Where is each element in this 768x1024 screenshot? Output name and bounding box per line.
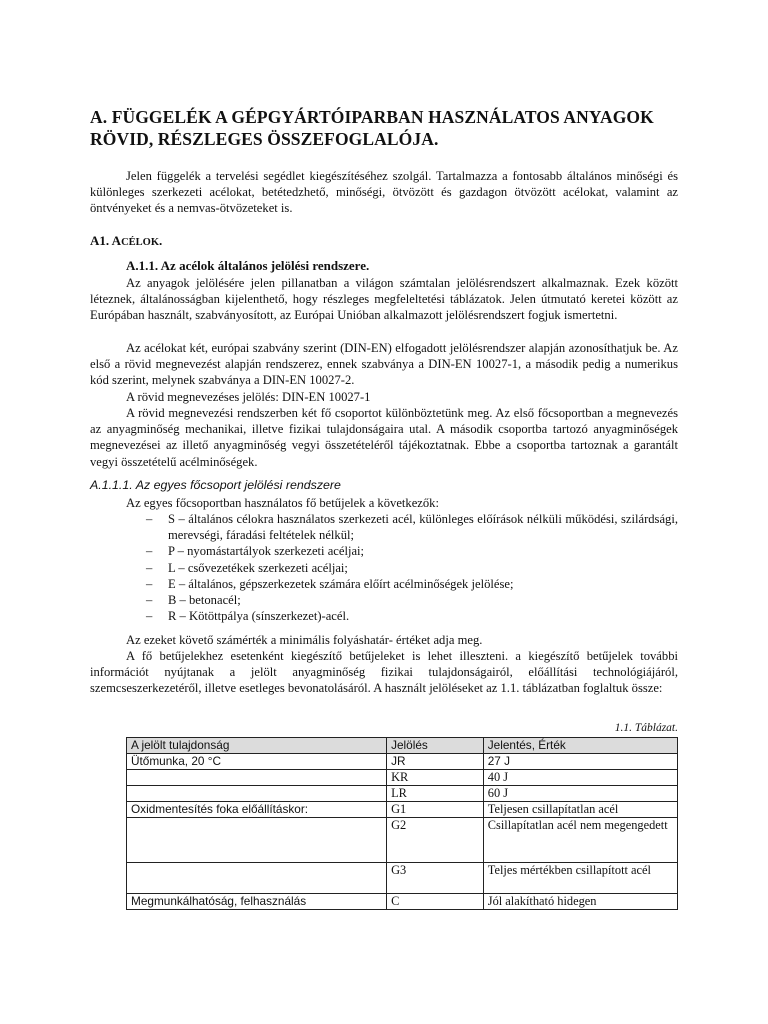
paragraph-7: A fő betűjelekhez esetenként kiegészítő betűjeleket is lehet illeszteni. a kiegészítő betűjelek további információt nyújtanak a jelölt anyagminőség fizikai tulajdonságairól, előállítási technológiájáról, szemcseszerkezetéről, illetve esetleges bevonatolásáról. A használt jelöléseket az 1.1. táblázatban foglaltuk össze: [90,649,678,696]
letter-code-list [146,511,678,624]
table-caption: 1.1. Táblázat. [614,722,678,734]
table-cell: Ütőmunka, 20 °C [127,754,387,770]
paragraph-3: A rövid megnevezéses jelölés: DIN-EN 10027-1 [126,390,371,404]
dash-bullet: – [146,576,153,591]
table-cell: Megmunkálhatóság, felhasználás [127,894,387,910]
table-header-cell: Jelölés [387,738,484,754]
table-cell: LR [387,786,484,802]
section-heading-a111: A.1.1.1. Az egyes főcsoport jelölési rendszere [90,478,341,492]
table-cell: Teljesen csillapítatlan acél [483,802,677,818]
table-header-cell: Jelentés, Érték [483,738,677,754]
intro-paragraph: Jelen függelék a tervelési segédlet kiegészítéséhez szolgál. Tartalmazza a fontosabb általános minőségi és különleges szerkezeti acélokat, betétedzhető, minőségi, ötvözött és gazdagon ötvözött acélokat, valamint az öntvényeket és a nemvas-ötvözeteket is. [90,169,678,216]
table-cell: 60 J [483,786,677,802]
table-cell: JR [387,754,484,770]
paragraph-6: Az ezeket követő számérték a minimális folyáshatár- értéket adja meg. [126,633,483,647]
table-cell [127,863,387,894]
table-cell: Csillapítatlan acél nem megengedett [483,818,677,863]
table-cell: G1 [387,802,484,818]
table-row [127,802,678,818]
table-row [127,894,678,910]
list-item: – R – Kötöttpálya (sínszerkezet)-acél. [146,609,350,624]
table-cell: G3 [387,863,484,894]
table-cell [127,770,387,786]
dash-bullet: – [146,609,153,624]
section-heading-a11: A.1.1. Az acélok általános jelölési rendszere. [126,258,370,273]
table-cell: 40 J [483,770,677,786]
list-item: – B – betonacél; [146,593,241,608]
dash-bullet: – [146,560,153,575]
dash-bullet: – [146,512,153,526]
dash-bullet: – [146,593,153,608]
table-cell: G2 [387,818,484,863]
table-row [127,786,678,802]
table-row [127,863,678,894]
table-row [127,754,678,770]
table-cell: Oxidmentesítés foka előállításkor: [127,802,387,818]
list-item: – P – nyomástartályok szerkezeti acéljai; [146,544,365,559]
table-cell: Teljes mértékben csillapított acél [483,863,677,894]
paragraph-2: Az acélokat két, európai szabvány szerint (DIN-EN) elfogadott jelölésrendszer alapján azonosíthatjuk be. Az első a rövid megnevezést alapján rendszerez, ennek szabványa a DIN-EN 10027-1, a második pedig a numerikus kód szerint, melynek szabványa a DIN-EN 10027-2. [90,341,678,388]
table-cell: C [387,894,484,910]
list-item: – E – általános, gépszerkezetek számára előírt acélminőségek jelölése; [146,576,514,591]
section-heading-a1: A1. ACÉLOK. [90,233,163,248]
paragraph-1: Az anyagok jelölésére jelen pillanatban a világon számtalan jelölésrendszert alkalmaznak. Ezek között léteznek, általánosságban kijelenthető, hogy részleges megfeleltetési táblázatok. Jelen útmutató keretei között az Európában használt, szabványosított, az Európai Unióban alkalmazott jelölésrendszert fogjuk ismertetni. [90,276,678,323]
designation-table [126,737,678,910]
table-cell: KR [387,770,484,786]
table-cell [127,818,387,863]
table-cell [127,786,387,802]
table-header-cell: A jelölt tulajdonság [127,738,387,754]
table-row [127,770,678,786]
list-item: – L – csővezetékek szerkezeti acéljai; [146,560,348,575]
dash-bullet: – [146,544,153,559]
table-row [127,818,678,863]
table-header-row [127,738,678,754]
table-cell: 27 J [483,754,677,770]
paragraph-5: Az egyes főcsoportban használatos fő betűjelek a következők: [126,496,439,510]
page-title: A. FÜGGELÉK A GÉPGYÁRTÓIPARBAN HASZNÁLATOS ANYAGOK RÖVID, RÉSZLEGES ÖSSZEFOGLALÓJA. [90,107,654,149]
list-item: – S – általános célokra használatos szerkezeti acél, különleges előírások nélküli működési, szilárdsági, merevségi, fáradási feltételek nélkül; [146,512,678,543]
table-cell: Jól alakítható hidegen [483,894,677,910]
paragraph-4: A rövid megnevezési rendszerben két fő csoportot különböztetünk meg. Az első főcsoportban a megnevezés az anyagminőség mechanikai, illetve fizikai tulajdonságaira utal. A második csoportba tartozó anyagminőségek megnevezései az illető anyagminőség vegyi összetételéről tájékoztatnak. Ebbe a csoportba tartoznak a garantált vegyi összetételű acélminőségek. [90,406,678,469]
